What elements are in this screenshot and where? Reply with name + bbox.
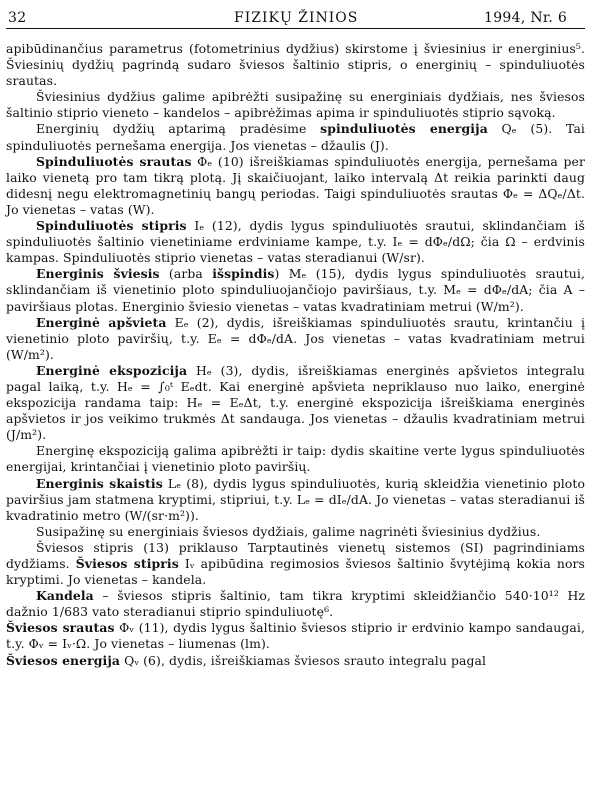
text-run: Šviesos stipris (13) priklauso Tarptautinės vienetų sistemos (SI) pagrindiniams dydžiams. [6,539,585,571]
paragraph [6,524,585,540]
text-run: (arba [159,266,213,282]
issue-label: 1994, Nr. 6 [484,10,568,26]
journal-title: FIZIKŲ ŽINIOS [234,10,359,26]
paragraph [6,218,585,266]
paragraph [6,89,585,121]
paragraph [6,315,585,363]
text-run: Susipažinę su energiniais šviesos dydžiais, galime nagrinėti šviesinius dydžius. [36,523,541,539]
text-run: Iₑ (12), dydis lygus spinduliuotės srautui, sklindančiam iš spinduliuotės šaltinio vienetiniame erdviniame kampe, t.y. Iₑ = dΦₑ/dΩ; čia Ω – erdvinis kampas. Spinduliuotės stiprio vienetas – vatas steradianui (W/sr). [6,218,585,266]
bold-term: Šviesos energija [6,652,121,668]
bold-term: Energinė ekspozicija [36,362,188,378]
text-run: Φᵥ (11), dydis lygus šaltinio šviesos stiprio ir erdvinio kampo sandaugai, t.y. Φᵥ = Iᵥ·Ω. Jo vienetas – liumenas (lm). [6,620,585,652]
bold-term: Energinė apšvieta [36,314,167,330]
paragraph [6,41,585,89]
text-run: Energinių dydžių aptarimą pradėsime [36,121,321,137]
paragraph [6,443,585,475]
article-body [6,41,585,669]
text-run: Lₑ (8), dydis lygus spinduliuotės, kurią skleidžia vienetinio ploto paviršius jam statmena kryptimi, stipriui, t.y. Lₑ = dIₑ/dA. Jo vienetas – vatas steradianui iš kvadratinio metro (W/(sr·m²)). [6,475,586,523]
bold-term: Šviesos stipris [75,556,179,571]
text-run: Qₑ (5). Tai spinduliuotės pernešama energija. Jos vienetas – džaulis (J). [6,121,585,153]
paragraph [6,653,585,669]
paragraph [6,540,585,588]
paragraph [6,266,585,314]
text-run: Hₑ (3), dydis, išreiškiamas energinės apšvietos integralu pagal laiką, t.y. Hₑ = ∫₀ᵗ Eₑdt. Kai energinė apšvieta nepriklauso nuo laiko, energinė ekspozicija randama taip: Hₑ = EₑΔt, t.y. energinė ekspozicija išreiškiama energinės apšvietos ir jos veikimo trukmės Δt sandauga. Jos vienetas – džaulis kvadratiniam metrui (J/m²). [6,362,585,443]
bold-term: Šviesos srautas [6,620,115,636]
text-run: Šviesinius dydžius galime apibrėžti susipažinę su energiniais dydžiais, nes šviesos šaltinio stiprio vieneto – kandelos – apibrėžimas apima ir spinduliuotės stiprio sąvoką. [6,89,585,121]
text-run: Qᵥ (6), dydis, išreiškiamas šviesos srauto integralu pagal [120,652,487,668]
bold-term: Spinduliuotės stipris [36,218,187,234]
text-run: – šviesos stipris šaltinio, tam tikra kryptimi skleidžiančio 540·10¹² Hz dažnio 1/683 vato steradianui stiprio spinduliuotę⁶. [6,588,585,620]
text-run: Eₑ (2), dydis, išreiškiamas spinduliuotės srautu, krintančiu į vienetinio ploto paviršių, t.y. Eₑ = dΦₑ/dA. Jos vienetas – vatas kvadratiniam metrui (W/m²). [6,314,586,362]
text-run: Energinę ekspoziciją galima apibrėžti ir taip: dydis skaitine verte lygus spinduliuotės energijai, krintančiai į vienetinio ploto paviršių. [6,443,585,475]
bold-term: Energinis šviesis [36,266,160,282]
bold-term: Spinduliuotės srautas [36,153,192,169]
text-run: Φₑ (10) išreiškiamas spinduliuotės energija, pernešama per laiko vienetą pro tam tikrą plotą. Jį skaičiuojant, laiko intervalą Δt reikia parinkti daug didesnį negu elektromagnetinių bangų periodas. Taigi spinduliuotės srautas Φₑ = ΔQₑ/Δt. Jo vienetas – vatas (W). [6,153,586,217]
bold-term: Kandela [36,588,94,604]
bold-term: Energinis skaistis [36,475,163,491]
paragraph [6,121,585,153]
text-run: ) Mₑ (15), dydis lygus spinduliuotės srautui, sklindančiam iš vienetinio ploto spinduliuojančiojo paviršiaus, t.y. Mₑ = dΦₑ/dA; čia A – paviršiaus plotas. Energinio šviesio vienetas – vatas kvadratiniam metrui (W/m²). [6,266,585,314]
paragraph [6,154,585,218]
paragraph [6,476,585,524]
page-number: 32 [8,10,27,26]
text-run: apibūdinančius parametrus (fotometrinius dydžius) skirstome į šviesinius ir energinius⁵. Šviesinių dydžių pagrindą sudaro šviesos šaltinio stipris, o energinių – spinduliuotės srautas. [6,41,585,89]
paragraph [6,363,585,443]
bold-term: išspindis [212,266,275,282]
running-header [6,6,585,29]
paragraph [6,588,585,620]
text-run: Iᵥ apibūdina regimosios šviesos šaltinio švytėjimą kokia nors kryptimi. Jo vienetas – kandela. [6,556,585,588]
paragraph [6,620,585,652]
bold-term: spinduliuotės energija [320,121,488,137]
